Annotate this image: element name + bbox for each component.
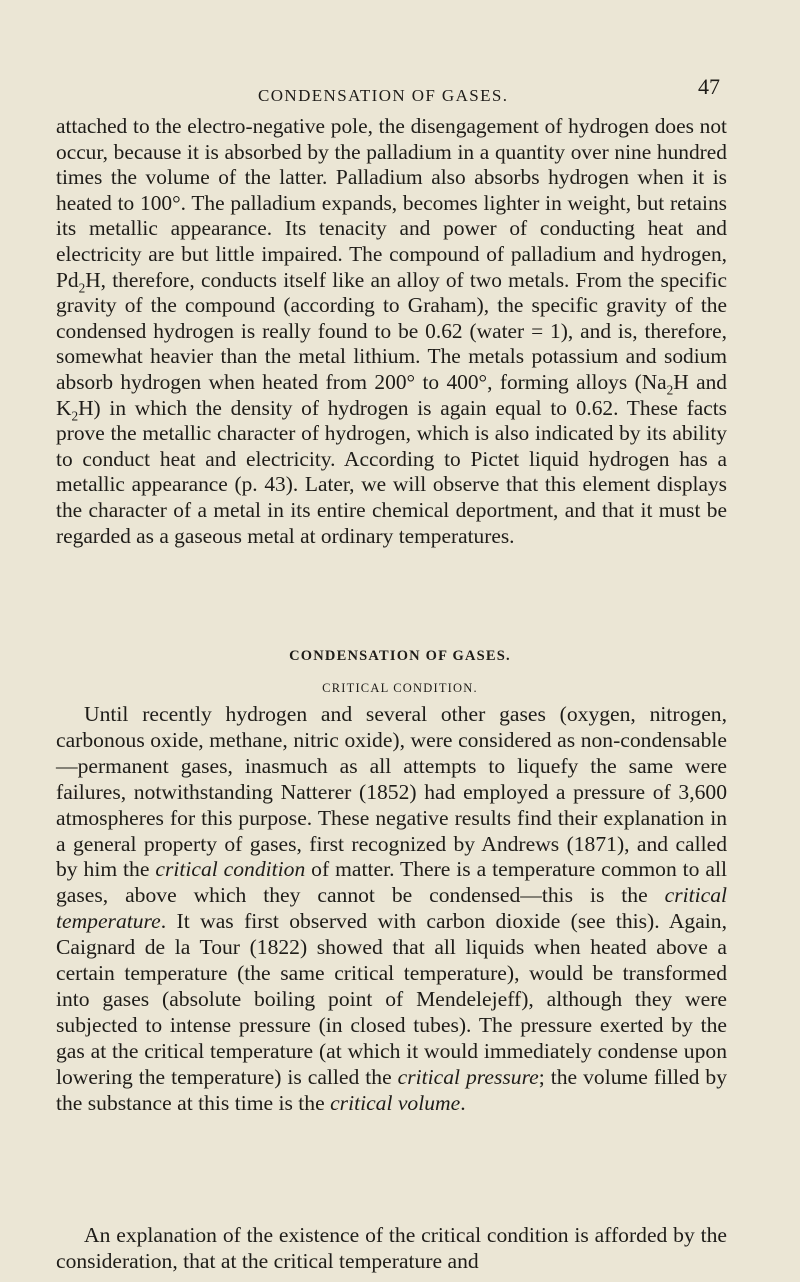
paragraph-palladium-hydrogen xyxy=(56,114,727,549)
text-run: . It was first observed with carbon dioxide (see this). Again, Caignard de la Tour (1822) showed that all liquids when heated above a certain temperature (the same critical temperature), would be transformed into gases (absolute boiling point of Mendelejeff), although they were subjected to intense pressure (in closed tubes). The pressure exerted by the gas at the critical temperature (at which it would immediately condense upon lowering the temperature) is called the xyxy=(56,909,727,1089)
section-subtitle: CRITICAL CONDITION. xyxy=(322,681,478,695)
italic-term: critical volume xyxy=(330,1090,461,1115)
text-run: H and K xyxy=(56,369,727,420)
page-number: 47 xyxy=(698,74,720,99)
text-run: H) in which the density of hydrogen is again equal to 0.62. These facts prove the metallic character of hydrogen, which is also indicated by its ability to conduct heat and electricity. According to Pictet liquid hydrogen has a metallic appearance (p. 43). Later, we will observe that this element displays the character of a metal in its entire chemical deportment, and that it must be regarded as a gaseous metal at ordinary temperatures. xyxy=(56,395,727,548)
text-run: Until recently hydrogen and several other gases (oxygen, nitrogen, carbonous oxide, methane, nitric oxide), were considered as non-condensable—permanent gases, inasmuch as all attempts to liquefy the same were failures, notwithstanding Natterer (1852) had employed a pressure of 3,600 atmospheres for this purpose. These negative results find their explanation in a general property of gases, first recognized by Andrews (1871), and called by him the xyxy=(56,702,727,882)
subscript: 2 xyxy=(78,279,86,295)
italic-term: critical condition xyxy=(155,857,306,882)
text-run: H, therefore, conducts itself like an alloy of two metals. From the specific gravity of the compound (according to Graham), the specific gravity of the condensed hydrogen is really found to be 0.62 (water = 1), and is, therefore, somewhat heavier than the metal lithium. The metals potassium and sodium absorb hydrogen when heated from 200° to 400°, forming alloys (Na xyxy=(56,267,727,394)
text-run: of matter. There is a temperature common to all gases, above which they cannot be condensed—this is the xyxy=(56,857,727,908)
section-title: CONDENSATION OF GASES. xyxy=(289,648,511,664)
text-run: ; the volume filled by the substance at this time is the xyxy=(56,1064,727,1115)
subscript: 2 xyxy=(71,407,79,423)
running-head: CONDENSATION OF GASES. xyxy=(258,86,509,105)
paragraph-critical-condition xyxy=(56,702,727,1117)
italic-term: critical temperature xyxy=(56,883,727,934)
italic-term: critical pressure xyxy=(397,1064,539,1089)
subscript: 2 xyxy=(666,382,674,398)
text-run: attached to the electro-negative pole, the disengagement of hydrogen does not occur, because it is absorbed by the palladium in a quantity over nine hundred times the volume of the latter. Palladium also absorbs hydrogen when it is heated to 100°. The palladium expands, becomes lighter in weight, but retains its metallic appearance. Its tenacity and power of conducting heat and electricity are but little impaired. The compound of palladium and hydrogen, Pd xyxy=(56,114,727,292)
paragraph-explanation: An explanation of the existence of the critical condition is afforded by the consideration, that at the critical temperature and xyxy=(56,1223,727,1273)
text-run: . xyxy=(460,1090,466,1115)
